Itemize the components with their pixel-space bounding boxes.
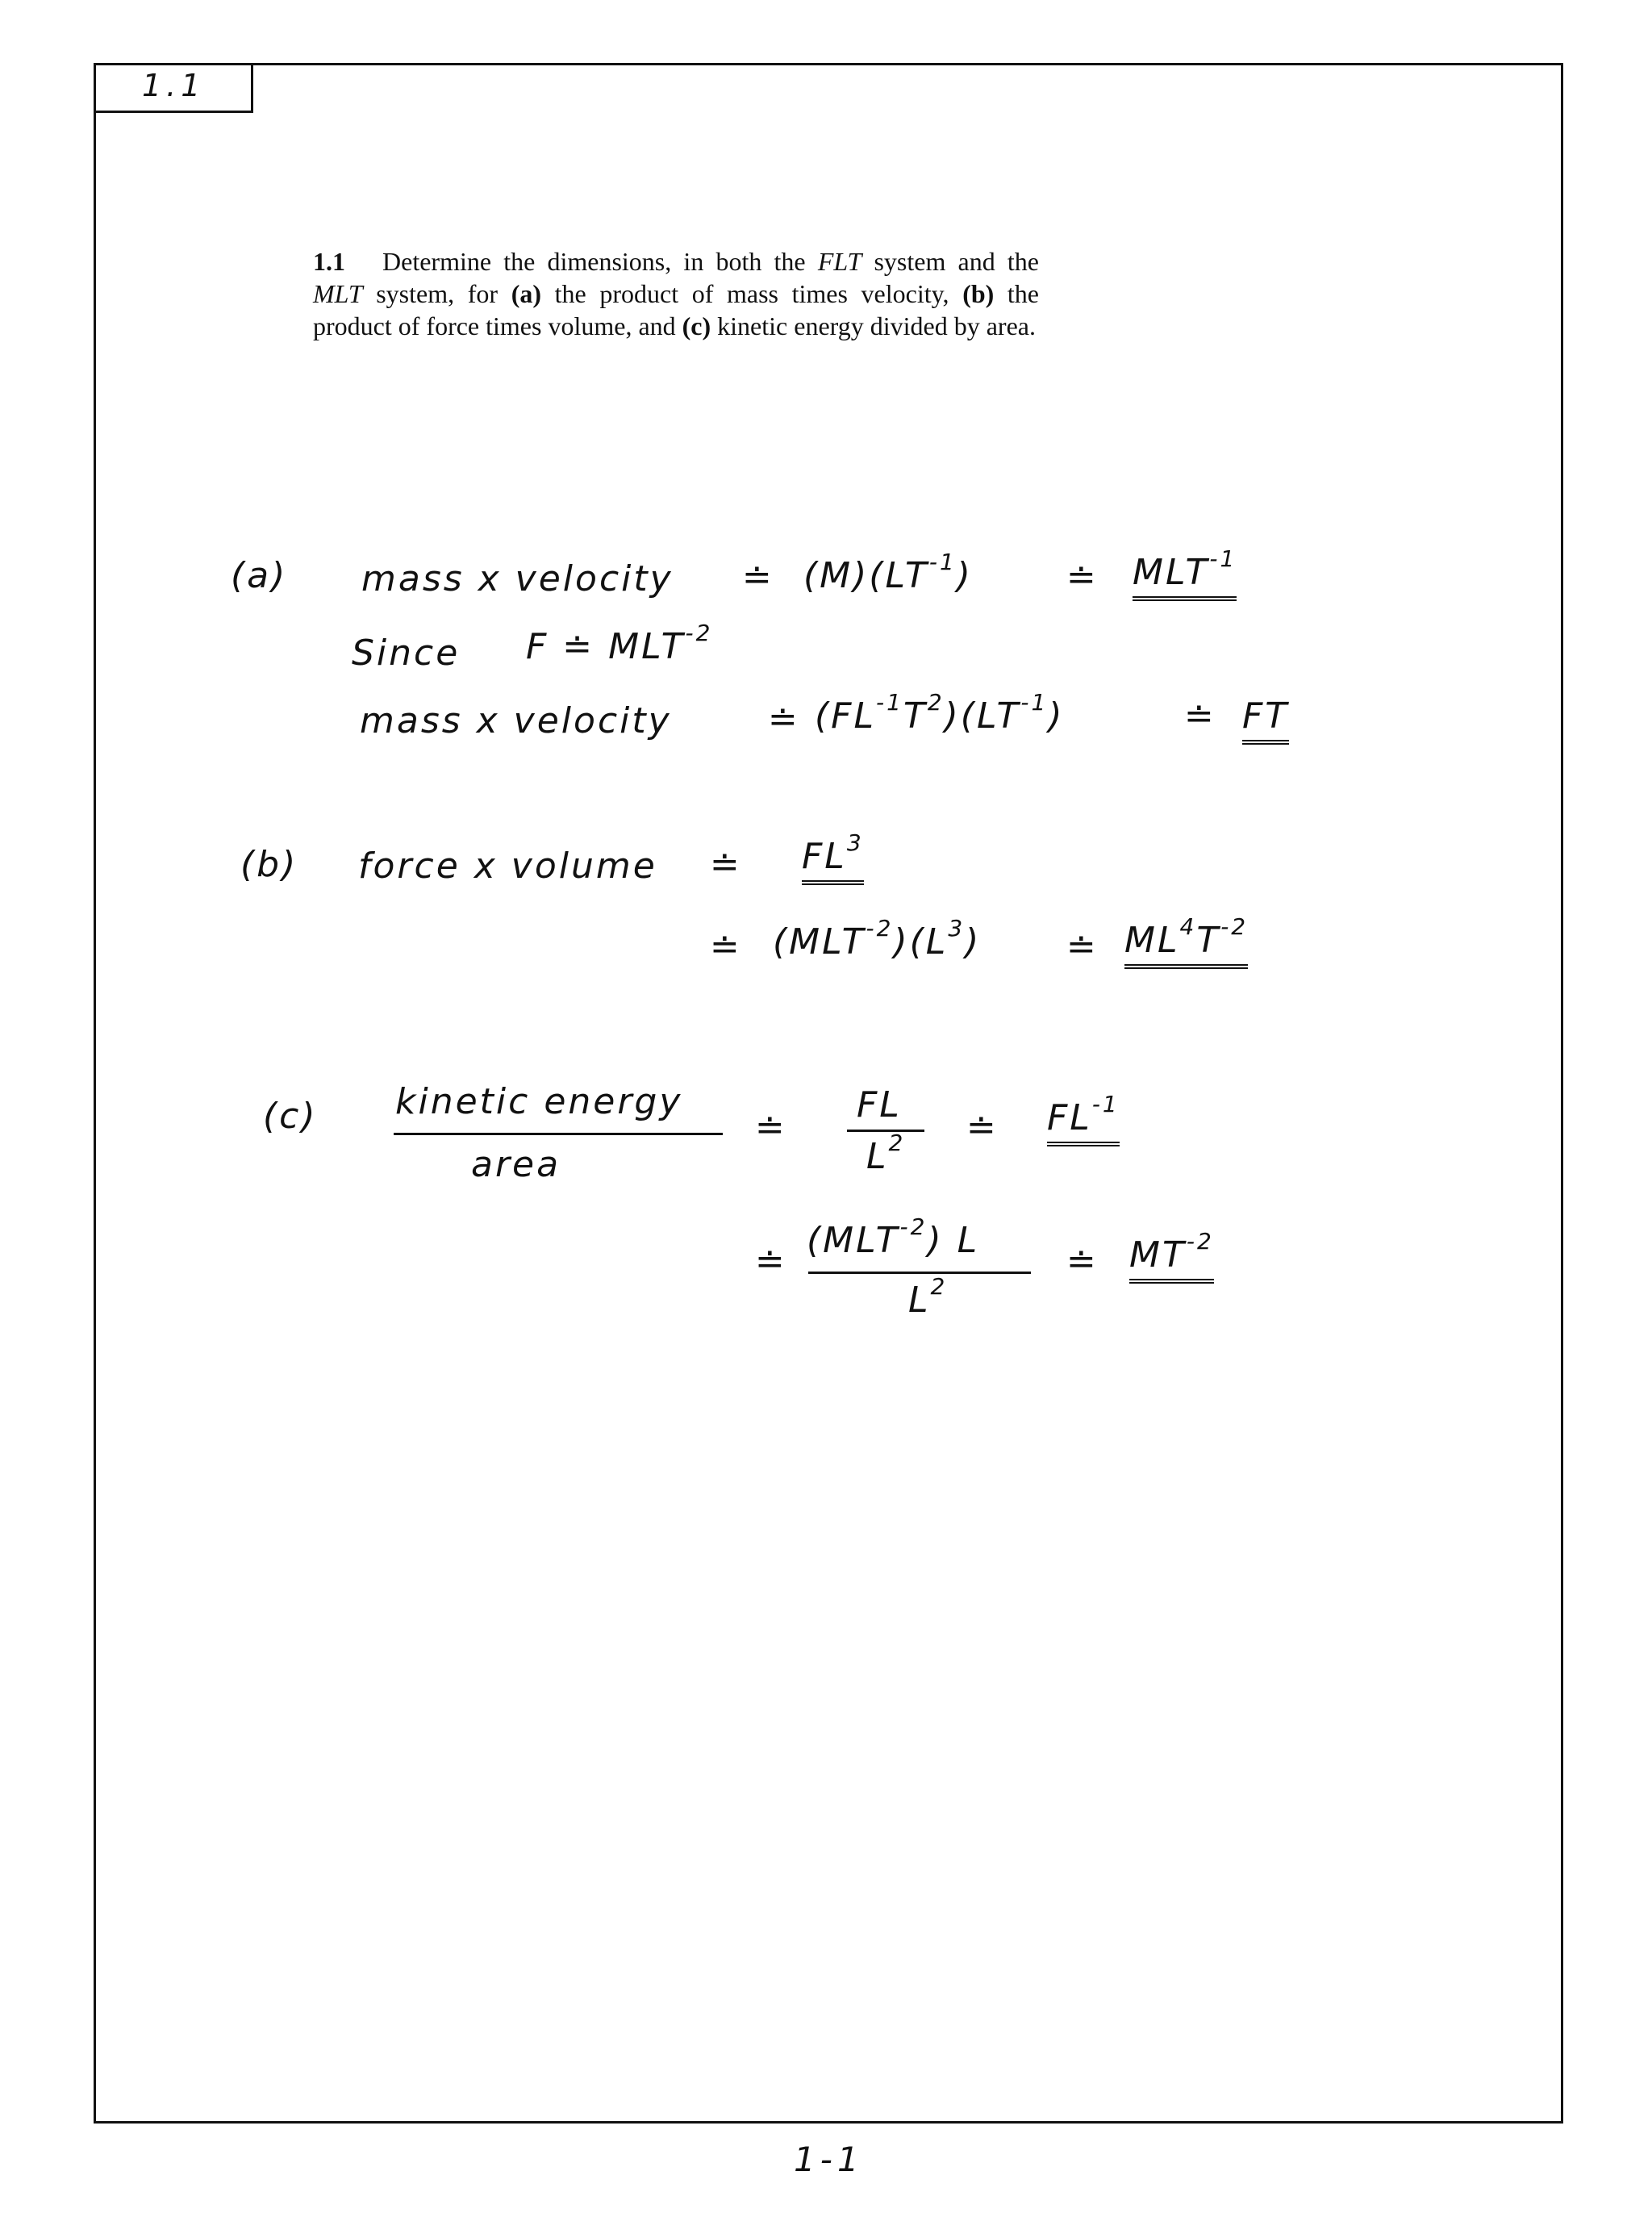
part-b-answer2: $ML^4T^{-2}$ [1124, 920, 1248, 961]
problem-number: 1.1 [313, 247, 345, 276]
problem-text: system, for [362, 279, 511, 308]
part-c-answer1: $FL^{-1}$ [1047, 1097, 1120, 1138]
part-c-eq3: ≐ [755, 1241, 787, 1282]
problem-part-c: (c) [682, 311, 711, 340]
part-c-frac2-num: $(MLT^{-2})$ L [807, 1213, 980, 1261]
part-b-eq2: ≐ [710, 926, 742, 967]
problem-text: kinetic energy divided by area. [711, 311, 1036, 340]
part-b-eq1: ≐ [710, 844, 742, 885]
part-c-denominator: area [471, 1144, 561, 1185]
part-a-line1-eq2: ≐ [1066, 557, 1099, 598]
part-c-label: (c) [263, 1096, 318, 1137]
part-b-answer1: $FL^3$ [802, 836, 864, 877]
part-a-line3-mid: $(FL^{-1}T^2)(LT^{-1})$ [815, 689, 1065, 737]
part-b-eq3: ≐ [1066, 926, 1099, 967]
part-c-eq1: ≐ [755, 1107, 787, 1148]
part-c-frac1-num: FL [857, 1084, 902, 1125]
problem-tag: 1.1 [142, 68, 206, 103]
part-b-label: (b) [240, 844, 298, 885]
part-a-line1-eq1: ≐ [742, 557, 774, 598]
part-c-frac2-bar [808, 1272, 1031, 1274]
problem-text: the product of mass times velocity, [541, 279, 963, 308]
problem-part-b: (b) [962, 279, 995, 308]
part-c-frac2-den: $L^2$ [908, 1273, 948, 1321]
problem-text: Determine the dimensions, in both the [382, 247, 818, 276]
part-b-mid: $(MLT^{-2})(L^3)$ [773, 915, 982, 963]
problem-text: system and the [861, 247, 1040, 276]
part-a-since: Since [352, 633, 461, 674]
part-a-line3-lhs: mass x velocity [360, 700, 672, 741]
part-c-eq2: ≐ [966, 1107, 999, 1148]
page-number: 1-1 [794, 2140, 864, 2179]
part-a-force-relation: F ≐ $MLT^{-2}$ [526, 620, 713, 667]
part-a-line3-eq1: ≐ [768, 699, 800, 740]
part-c-answer2: $MT^{-2}$ [1129, 1234, 1214, 1276]
part-c-eq4: ≐ [1066, 1241, 1099, 1282]
problem-statement [313, 245, 1039, 342]
part-c-frac1-bar [847, 1130, 924, 1132]
page-border [94, 63, 1563, 2124]
part-a-line1-lhs: mass x velocity [361, 558, 674, 599]
part-c-numerator: kinetic energy [395, 1081, 683, 1122]
part-c-frac1-den: $L^2$ [866, 1130, 906, 1177]
part-a-label: (a) [231, 555, 288, 596]
problem-part-a: (a) [511, 279, 541, 308]
part-a-line3-eq2: ≐ [1184, 695, 1216, 737]
part-a-line3-answer: FT [1242, 695, 1289, 737]
problem-flt: FLT [817, 247, 862, 276]
part-b-lhs: force x volume [358, 846, 657, 887]
part-a-line1-mid: $(M)(LT^{-1})$ [803, 549, 973, 596]
part-a-line1-answer: $MLT^{-1}$ [1133, 552, 1237, 593]
part-c-fraction-bar [394, 1133, 723, 1135]
problem-text: the product of force times volume, and [313, 279, 1040, 340]
problem-mlt: MLT [313, 279, 363, 308]
